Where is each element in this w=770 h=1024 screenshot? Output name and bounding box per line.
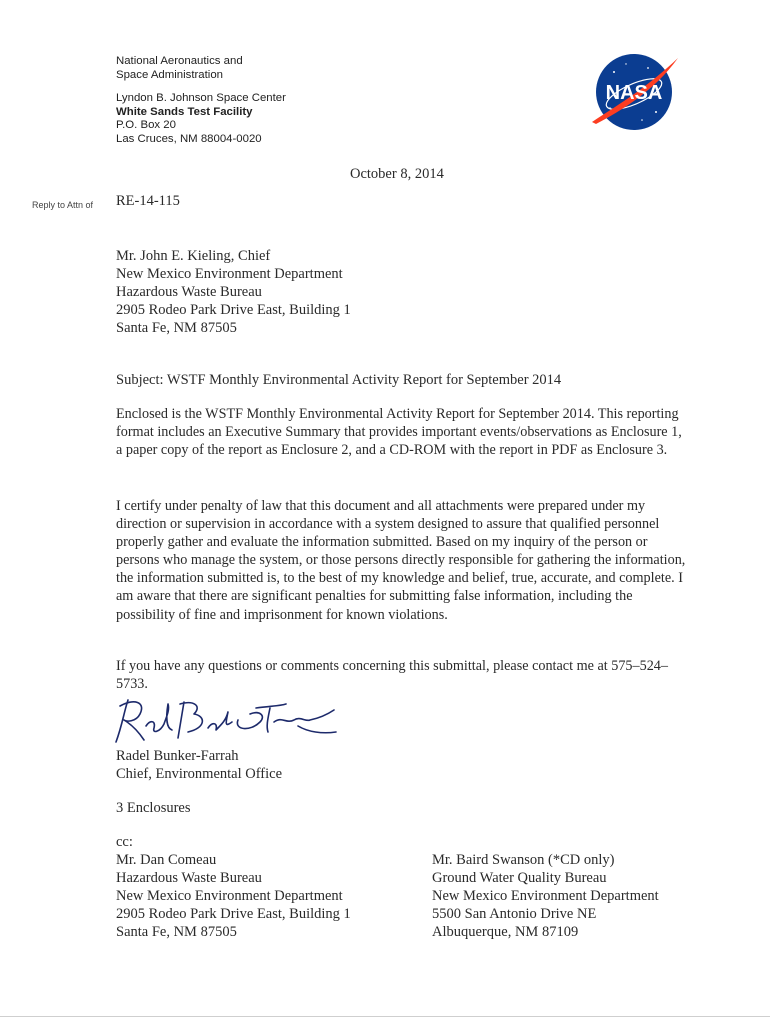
- cc-recipient-comeau: [116, 851, 351, 941]
- handwritten-signature: [110, 692, 340, 748]
- body-paragraph-contact: If you have any questions or comments concerning this submittal, please contact me at 575–524–5733.: [116, 658, 668, 693]
- cc-department: New Mexico Environment Department: [432, 888, 659, 904]
- cc-recipient-swanson: [432, 851, 659, 941]
- recipient-bureau: Hazardous Waste Bureau: [116, 284, 262, 300]
- nasa-logo-icon: [586, 50, 682, 134]
- recipient-city: Santa Fe, NM 87505: [116, 320, 237, 336]
- cc-city: Albuquerque, NM 87109: [432, 924, 579, 940]
- signer-title: Chief, Environmental Office: [116, 766, 283, 782]
- body-paragraph-enclosures: Enclosed is the WSTF Monthly Environmental Activity Report for September 2014. This reporting format includes an Executive Summary that provides important events/observations as Enclosure 1, a paper copy of the report as Enclosure 2, and a CD-ROM with the report in PDF as Enclosure 3.: [116, 406, 682, 459]
- cc-bureau: Ground Water Quality Bureau: [432, 870, 607, 886]
- cc-name: Mr. Dan Comeau: [116, 852, 217, 868]
- cc-department: New Mexico Environment Department: [116, 888, 343, 904]
- cc-street: 5500 San Antonio Drive NE: [432, 906, 597, 922]
- center-name: Lyndon B. Johnson Space Center: [116, 92, 286, 105]
- signer-block: [116, 747, 282, 783]
- city-state-zip: Las Cruces, NM 88004-0020: [116, 132, 262, 145]
- letter-date: October 8, 2014: [350, 166, 444, 182]
- reference-number: RE-14-115: [116, 193, 180, 209]
- page-bottom-rule: [0, 1016, 770, 1017]
- signer-name: Radel Bunker-Farrah: [116, 748, 239, 764]
- recipient-address: [116, 247, 351, 337]
- logo-text: NASA: [605, 82, 663, 104]
- letterhead-spacer: [116, 82, 286, 92]
- recipient-department: New Mexico Environment Department: [116, 266, 343, 282]
- reply-to-label: Reply to Attn of: [32, 200, 94, 210]
- subject-line: Subject: WSTF Monthly Environmental Activity Report for September 2014: [116, 372, 562, 388]
- cc-city: Santa Fe, NM 87505: [116, 924, 237, 940]
- cc-label: cc:: [116, 834, 133, 850]
- body-paragraph-certification: I certify under penalty of law that this document and all attachments were prepared under my direction or supervision in accordance with a system designed to assure that qualified personnel properly gather and evaluate the information submitted. Based on my inquiry of the person or persons who manage the system, or those persons directly responsible for gathering the information, the information submitted is, to the best of my knowledge and belief, true, accurate, and complete. I am aware that there are significant penalties for submitting false information, including the possibility of fine and imprisonment for known violations.: [116, 498, 686, 623]
- recipient-street: 2905 Rodeo Park Drive East, Building 1: [116, 302, 351, 318]
- po-box: P.O. Box 20: [116, 119, 176, 132]
- cc-name: Mr. Baird Swanson (*CD only): [432, 852, 615, 868]
- facility-name: White Sands Test Facility: [116, 105, 253, 118]
- letterhead: [116, 55, 286, 147]
- cc-bureau: Hazardous Waste Bureau: [116, 870, 262, 886]
- agency-name-line1: National Aeronautics and: [116, 55, 243, 67]
- cc-street: 2905 Rodeo Park Drive East, Building 1: [116, 906, 351, 922]
- recipient-name: Mr. John E. Kieling, Chief: [116, 248, 271, 264]
- agency-name-line2: Space Administration: [116, 68, 224, 81]
- enclosures-note: 3 Enclosures: [116, 800, 191, 816]
